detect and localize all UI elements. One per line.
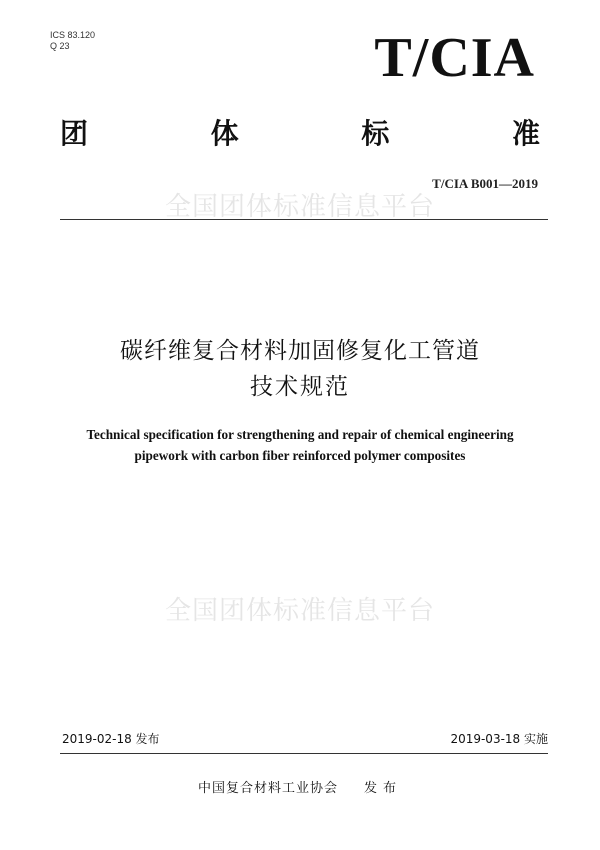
standard-logo: T/CIA — [374, 27, 535, 89]
ics-code: ICS 83.120 — [50, 30, 96, 40]
issue-date: 2019-02-18 发布 — [62, 732, 160, 746]
footer-divider — [60, 753, 548, 754]
title-cn-line1: 碳纤维复合材料加固修复化工管道 — [120, 338, 480, 364]
publisher-name: 中国复合材料工业协会 — [197, 781, 338, 796]
title-en-line2: pipework with carbon fiber reinforced polymer composites — [134, 448, 466, 463]
publish-action: 发布 — [364, 781, 403, 796]
header-divider — [60, 219, 548, 220]
standard-type-char: 准 — [511, 117, 540, 150]
standard-type-heading — [60, 116, 540, 152]
ccs-code: Q 23 — [50, 41, 70, 51]
publisher-line — [0, 780, 600, 798]
standard-type-char: 团 — [60, 117, 89, 150]
standard-number: T/CIA B001—2019 — [432, 176, 538, 191]
title-en-line1: Technical specification for strengthening and repair of chemical engineering — [86, 427, 514, 442]
title-cn-line2: 技术规范 — [250, 374, 350, 400]
standard-type-char: 体 — [210, 117, 239, 150]
watermark-text: 全国团体标准信息平台 — [164, 596, 435, 626]
implementation-date: 2019-03-18 实施 — [450, 732, 548, 746]
watermark-text: 全国团体标准信息平台 — [164, 192, 435, 222]
standard-type-char: 标 — [361, 117, 390, 150]
